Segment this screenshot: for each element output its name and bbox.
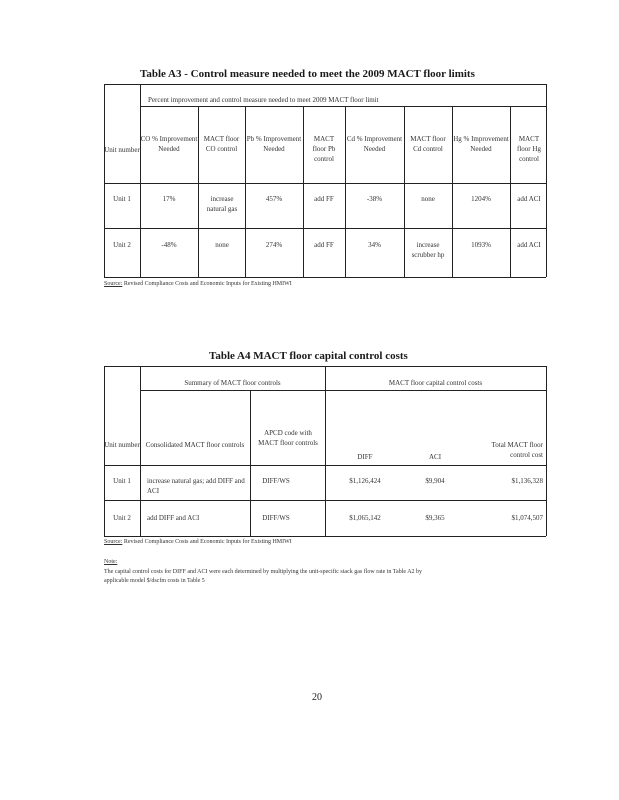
table-a3-span-header: Percent improvement and control measure needed to meet 2009 MACT floor limit bbox=[148, 96, 379, 104]
table-a4-header-cell: Unit number bbox=[104, 441, 140, 449]
table-a4-span-left: Summary of MACT floor controls bbox=[184, 379, 281, 387]
table-a3-vline bbox=[345, 106, 346, 277]
table-a4-span-rule bbox=[140, 390, 546, 391]
table-a4-row-cell: Unit 2 bbox=[113, 514, 131, 522]
table-a3-row-cell: -48% bbox=[161, 241, 177, 249]
table-a3-header-cell: MACT floor CO control bbox=[203, 135, 240, 153]
table-a4-source bbox=[104, 538, 292, 546]
table-a3-header-cell: MACT floor Hg control bbox=[517, 135, 541, 163]
table-a4-header-cell: DIFF bbox=[357, 453, 373, 461]
table-a4-row-cell: $9,904 bbox=[425, 477, 445, 485]
table-a4-header-cell: APCD code with MACT floor controls bbox=[258, 429, 318, 447]
table-a3-row-cell: 1093% bbox=[471, 241, 491, 249]
table-a3-vline bbox=[452, 106, 453, 277]
table-a3-header-cell: Hg % Improvement Needed bbox=[453, 135, 509, 153]
table-a4-source-label: Source: bbox=[104, 539, 123, 545]
table-a3-source-label: Source: bbox=[104, 281, 123, 287]
table-a3-row-cell: add ACI bbox=[517, 195, 541, 203]
table-a3-header-cell: MACT floor Cd control bbox=[410, 135, 446, 153]
table-a4-row-cell: $1,126,424 bbox=[349, 477, 381, 485]
table-a4-row-cell: $1,136,328 bbox=[511, 477, 543, 485]
table-a3-row-cell: Unit 1 bbox=[113, 195, 131, 203]
table-a3-span-rule bbox=[140, 106, 546, 107]
table-a4-vline bbox=[546, 366, 547, 536]
table-a4-row-cell: add DIFF and ACI bbox=[147, 514, 200, 522]
table-a4-header-cell: Total MACT floor control cost bbox=[491, 441, 543, 459]
table-a3-vline bbox=[510, 106, 511, 277]
table-a3-row-cell: -38% bbox=[366, 195, 383, 203]
table-a3-header-bottom bbox=[104, 183, 546, 184]
table-a3-vline bbox=[546, 84, 547, 277]
table-a4-row-cell: $1,074,507 bbox=[511, 514, 543, 522]
table-a4-vline bbox=[325, 366, 326, 536]
table-a3-vline bbox=[198, 106, 199, 277]
table-a3-row-cell: 457% bbox=[265, 195, 283, 203]
table-a4-row-cell: increase natural gas; add DIFF and ACI bbox=[147, 477, 245, 495]
table-a3-row-cell: add ACI bbox=[517, 241, 541, 249]
table-a3-top-border bbox=[104, 84, 546, 85]
table-a4-vline bbox=[104, 366, 105, 536]
table-a3-row-cell: none bbox=[215, 241, 229, 249]
table-a3-header-cell: Cd % Improvement Needed bbox=[346, 135, 403, 153]
table-a4-row-cell: $9,365 bbox=[425, 514, 445, 522]
table-a4-header-cell: ACI bbox=[428, 453, 442, 461]
table-a3-vline bbox=[245, 106, 246, 277]
table-a3-row-cell: increase natural gas bbox=[206, 195, 238, 213]
table-a4-row-cell: Unit 1 bbox=[113, 477, 131, 485]
table-a3-source-text: Revised Compliance Costs and Economic Inputs for Existing HMIWI bbox=[123, 281, 292, 287]
table-a3-bottom-border bbox=[104, 277, 546, 278]
table-a3-header-cell: Unit number bbox=[104, 146, 140, 154]
table-a4-span-right: MACT floor capital control costs bbox=[388, 379, 483, 387]
page-number: 20 bbox=[312, 692, 322, 703]
table-a3-vline bbox=[404, 106, 405, 277]
table-a4-note-line-1: The capital control costs for DIFF and ACI were each determined by multiplying the unit-specific stack gas flow rate in Table A2 by bbox=[104, 569, 423, 575]
table-a3-row-cell: none bbox=[421, 195, 435, 203]
table-a4-header-cell: Consolidated MACT floor controls bbox=[145, 441, 245, 449]
table-a3-row1-bottom bbox=[104, 228, 546, 229]
table-a3-vline bbox=[303, 106, 304, 277]
table-a3-row-cell: Unit 2 bbox=[113, 241, 131, 249]
table-a4-title: Table A4 MACT floor capital control costs bbox=[209, 350, 408, 362]
table-a3-source bbox=[104, 280, 292, 288]
table-a3-header-cell: CO % Improvement Needed bbox=[140, 135, 198, 153]
table-a3-header-cell: Pb % Improvement Needed bbox=[246, 135, 302, 153]
table-a4-note-label: Note: bbox=[104, 559, 118, 565]
table-a4-row-cell: DIFF/WS bbox=[262, 477, 290, 485]
table-a3-header-cell: MACT floor Pb control bbox=[312, 135, 336, 163]
table-a4-bottom-border bbox=[104, 536, 546, 537]
table-a3-title: Table A3 - Control measure needed to meet the 2009 MACT floor limits bbox=[140, 68, 475, 80]
table-a3-row-cell: 34% bbox=[368, 241, 381, 249]
table-a3-row-cell: 274% bbox=[265, 241, 283, 249]
table-a3-row-cell: 1204% bbox=[471, 195, 491, 203]
table-a3-row-cell: add FF bbox=[314, 195, 334, 203]
table-a4-vline bbox=[140, 366, 141, 536]
table-a3-row-cell: add FF bbox=[314, 241, 334, 249]
table-a3-row-cell: 17% bbox=[162, 195, 176, 203]
table-a4-row-cell: $1,065,142 bbox=[349, 514, 381, 522]
table-a4-source-text: Revised Compliance Costs and Economic Inputs for Existing HMIWI bbox=[123, 539, 292, 545]
table-a3-row-cell: increase scrubber hp bbox=[411, 241, 445, 259]
table-a4-row-cell: DIFF/WS bbox=[262, 514, 290, 522]
table-a4-note-line-2: applicable model $/dscfm costs in Table 5 bbox=[104, 578, 205, 584]
